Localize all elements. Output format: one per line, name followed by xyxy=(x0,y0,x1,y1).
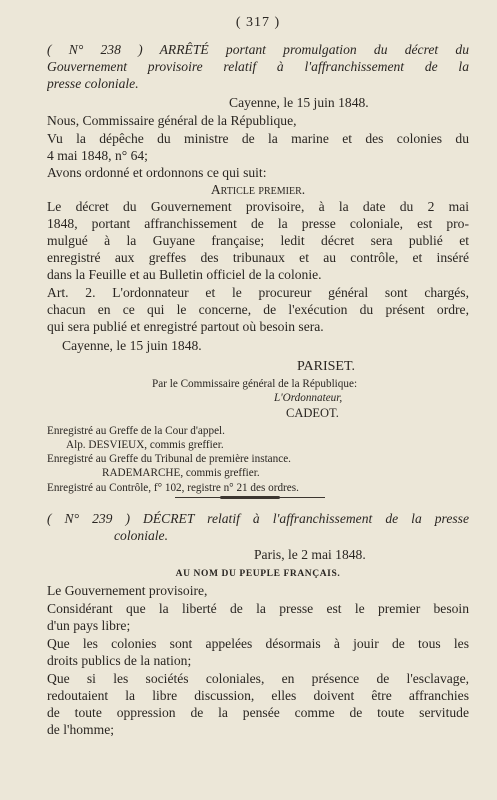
decret-date: Paris, le 2 mai 1848. xyxy=(254,547,366,562)
arrete-date: Cayenne, le 15 juin 1848. xyxy=(229,95,369,110)
decret-body-5: droits publics de la nation; xyxy=(47,653,192,668)
page-number: ( 317 ) xyxy=(235,15,281,30)
closing-date: Cayenne, le 15 juin 1848. xyxy=(62,338,202,353)
article-2-line-1: Art. 2. L'ordonnateur et le procureur général sont chargés, xyxy=(47,285,469,300)
article-1-line-3: mulgué à la Guyane française; ledit décret sera publié et xyxy=(47,233,469,248)
decret-body-4: Que les colonies sont appelées désormais à jouir de tous les xyxy=(47,636,469,651)
decret-body-1: Le Gouvernement provisoire, xyxy=(47,583,208,598)
ordonnateur-name: CADEOT. xyxy=(286,406,339,420)
arrete-preamble-4: Avons ordonné et ordonnons ce qui suit: xyxy=(47,165,267,180)
by-commissaire: Par le Commissaire général de la République: xyxy=(152,378,358,390)
decret-body-2: Considérant que la liberté de la presse est le premier besoin xyxy=(47,601,469,616)
decret-body-9: de l'homme; xyxy=(47,722,115,737)
au-nom-du-peuple-heading: AU NOM DU PEUPLE FRANÇAIS. xyxy=(175,569,341,579)
article-1-line-1: Le décret du Gouvernement provisoire, à la date du 2 mai xyxy=(47,199,469,214)
registration-desvieux: Alp. DESVIEUX, commis greffier. xyxy=(66,439,224,451)
decret-title-line-2: coloniale. xyxy=(114,528,168,543)
decret-body-8: de toute oppression de la pensée comme de toute servitude xyxy=(47,705,469,720)
registration-cour-appel: Enregistré au Greffe de la Cour d'appel. xyxy=(47,425,225,437)
registration-rademarche: RADEMARCHE, commis greffier. xyxy=(102,467,260,479)
decret-body-7: redoutaient la libre discussion, elles doivent être affranchies xyxy=(47,688,469,703)
arrete-preamble-3: 4 mai 1848, n° 64; xyxy=(47,148,148,163)
arrete-preamble-2: Vu la dépêche du ministre de la marine et des colonies du xyxy=(47,131,469,146)
decret-body-6: Que si les sociétés coloniales, en présence de l'esclavage, xyxy=(47,671,469,686)
ordonnateur-title: L'Ordonnateur, xyxy=(274,392,343,404)
article-1-line-2: 1848, portant affranchissement de la presse coloniale, est pro- xyxy=(47,216,469,231)
registration-tribunal: Enregistré au Greffe du Tribunal de première instance. xyxy=(47,453,291,465)
arrete-title-line-1: ( N° 238 ) ARRÊTÉ portant promulgation du décret du xyxy=(47,42,469,57)
registration-controle: Enregistré au Contrôle, f° 102, registre n° 21 des ordres. xyxy=(47,482,299,494)
article-1-line-5: dans la Feuille et au Bulletin officiel de la colonie. xyxy=(47,267,322,282)
decret-title-line-1: ( N° 239 ) DÉCRET relatif à l'affranchissement de la presse xyxy=(47,511,469,526)
article-2-line-3: qui sera publié et enregistré partout où besoin sera. xyxy=(47,319,324,334)
article-premier-heading: Article premier. xyxy=(210,182,306,197)
section-divider xyxy=(175,496,325,499)
decret-body-3: d'un pays libre; xyxy=(47,618,131,633)
signature-pariset: PARISET. xyxy=(297,359,355,374)
article-2-line-2: chacun en ce qui le concerne, de l'exécution du présent ordre, xyxy=(47,302,469,317)
article-1-line-4: enregistré aux greffes des tribunaux et au contrôle, et inséré xyxy=(47,250,469,265)
arrete-title-line-3: presse coloniale. xyxy=(47,76,139,91)
arrete-preamble-1: Nous, Commissaire général de la République, xyxy=(47,113,297,128)
arrete-title-line-2: Gouvernement provisoire relatif à l'affranchissement de la xyxy=(47,59,469,74)
